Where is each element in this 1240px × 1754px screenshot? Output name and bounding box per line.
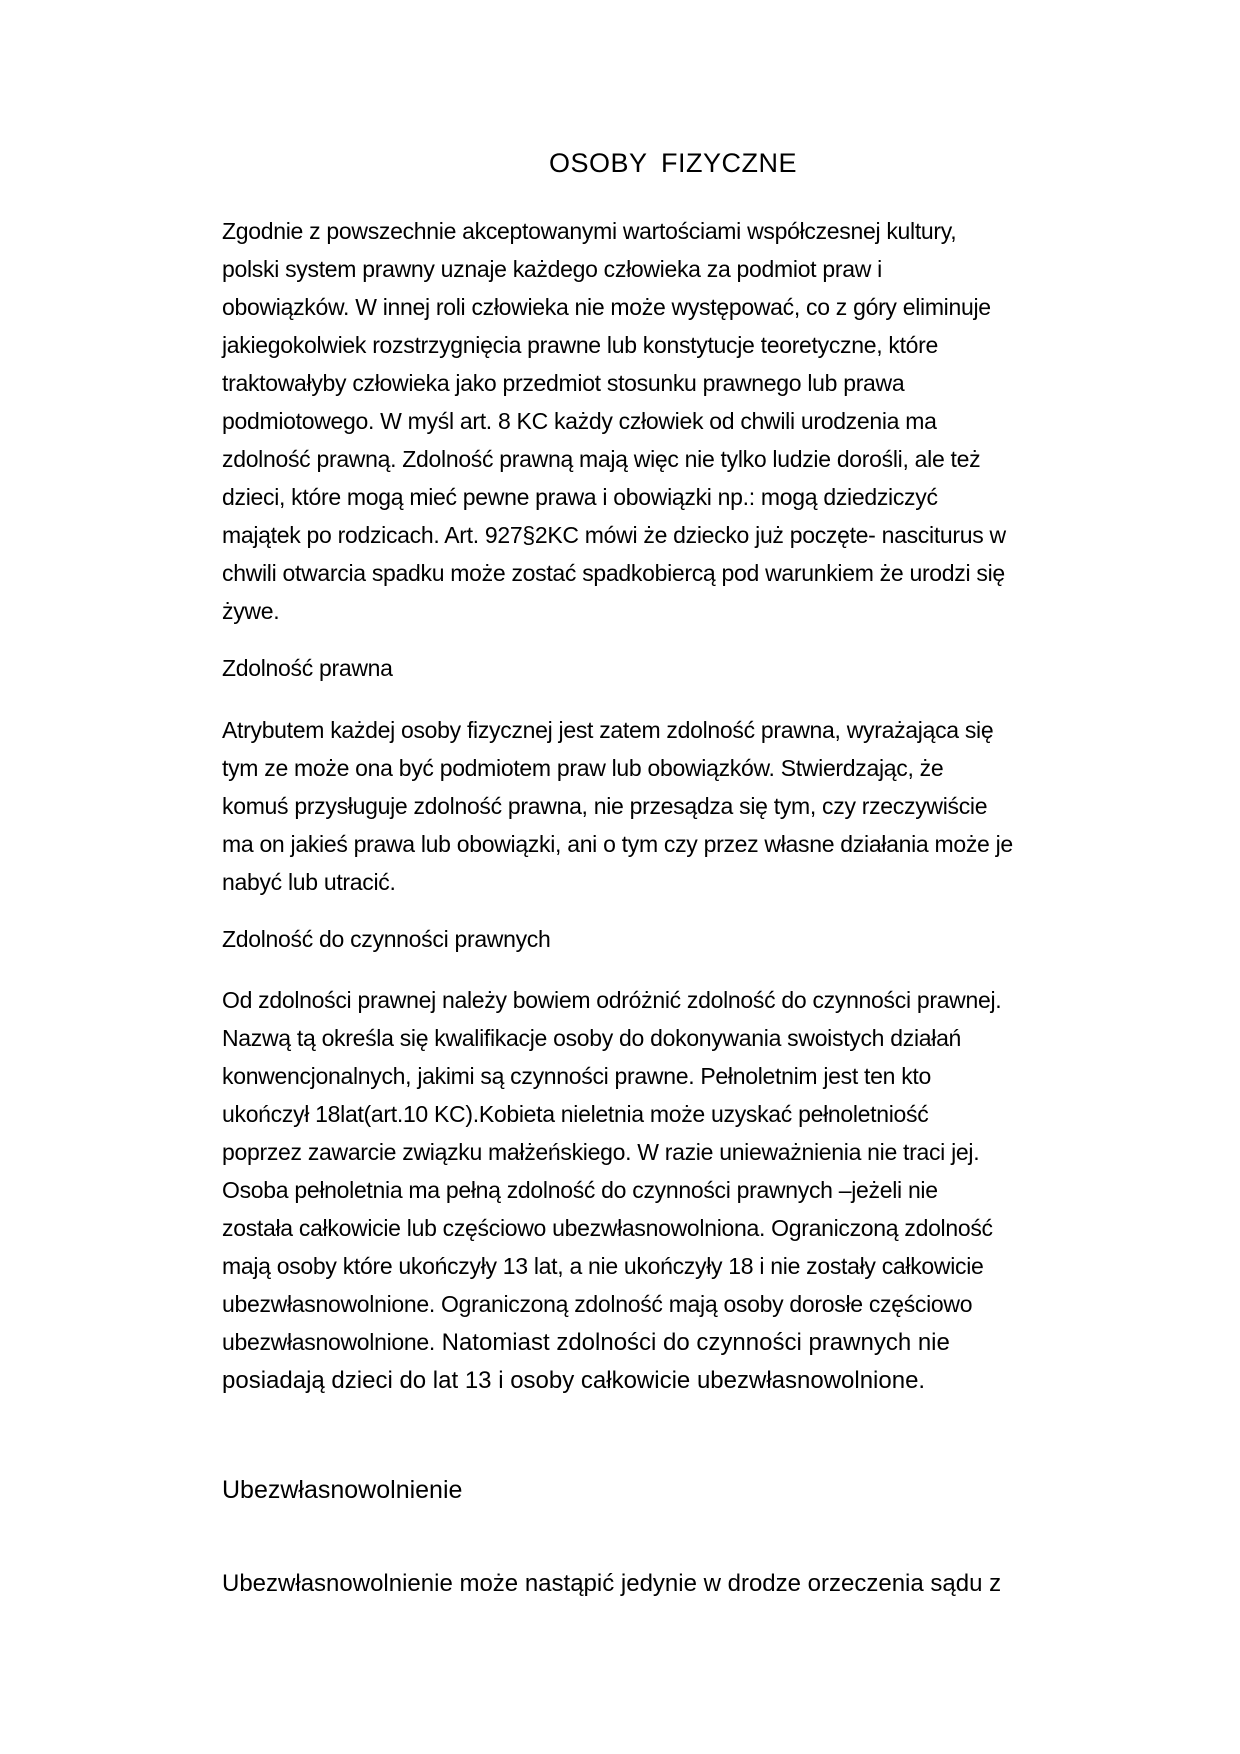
paragraph-line: Od zdolności prawnej należy bowiem odróżnić zdolność do czynności prawnej.: [222, 987, 1002, 1013]
paragraph-line: poprzez zawarcie związku małżeńskiego. W razie unieważnienia nie traci jej.: [222, 1139, 980, 1165]
paragraph-line: żywe.: [222, 598, 280, 624]
paragraph-line: Osoba pełnoletnia ma pełną zdolność do czynności prawnych –jeżeli nie: [222, 1177, 938, 1203]
paragraph-line: jakiegokolwiek rozstrzygnięcia prawne lub konstytucje teoretyczne, które: [222, 332, 939, 358]
paragraph-line: Nazwą tą określa się kwalifikacje osoby do dokonywania swoistych działań: [222, 1025, 962, 1051]
paragraph-line: nabyć lub utracić.: [222, 869, 396, 895]
section-heading-ubezwlasnowolnienie: Ubezwłasnowolnienie: [222, 1476, 463, 1504]
paragraph-line: chwili otwarcia spadku może zostać spadkobiercą pod warunkiem że urodzi się: [222, 560, 1005, 586]
intro-paragraph: [222, 212, 1102, 630]
paragraph-line: mają osoby które ukończyły 13 lat, a nie ukończyły 18 i nie zostały całkowicie: [222, 1253, 984, 1279]
paragraph-line: zdolność prawną. Zdolność prawną mają więc nie tylko ludzie dorośli, ale też: [222, 446, 981, 472]
paragraph-line: komuś przysługuje zdolność prawna, nie przesądza się tym, czy rzeczywiście: [222, 793, 988, 819]
document-title: OSOBY FIZYCZNE: [548, 148, 798, 178]
paragraph-line: Ubezwłasnowolnienie może nastąpić jedynie w drodze orzeczenia sądu z: [222, 1570, 1002, 1597]
paragraph-line: [222, 1323, 1102, 1362]
line-segment: ubezwłasnowolnione.: [222, 1329, 435, 1355]
section-heading-zdolnosc-prawna: Zdolność prawna: [222, 655, 393, 681]
paragraph-line: traktowałyby człowieka jako przedmiot stosunku prawnego lub prawa: [222, 370, 905, 396]
paragraph-line: dzieci, które mogą mieć pewne prawa i obowiązki np.: mogą dziedziczyć: [222, 484, 938, 510]
paragraph-line: Atrybutem każdej osoby fizycznej jest zatem zdolność prawna, wyrażająca się: [222, 717, 994, 743]
zdolnosc-prawna-paragraph: [222, 711, 1102, 901]
paragraph-line: ubezwłasnowolnione. Ograniczoną zdolność mają osoby dorosłe częściowo: [222, 1291, 973, 1317]
paragraph-line: tym ze może ona być podmiotem praw lub obowiązków. Stwierdzając, że: [222, 755, 944, 781]
paragraph-line: polski system prawny uznaje każdego człowieka za podmiot praw i: [222, 256, 882, 282]
paragraph-line: konwencjonalnych, jakimi są czynności prawne. Pełnoletnim jest ten kto: [222, 1063, 931, 1089]
paragraph-line: ma on jakieś prawa lub obowiązki, ani o tym czy przez własne działania może je: [222, 831, 1013, 857]
paragraph-line: ukończył 18lat(art.10 KC).Kobieta nieletnia może uzyskać pełnoletniość: [222, 1101, 929, 1127]
line-segment: Natomiast zdolności do czynności prawnych nie: [434, 1329, 950, 1356]
paragraph-line: posiadają dzieci do lat 13 i osoby całkowicie ubezwłasnowolnione.: [222, 1367, 926, 1394]
section-heading-zdolnosc-do-czynnosci: Zdolność do czynności prawnych: [222, 926, 551, 952]
paragraph-line: obowiązków. W innej roli człowieka nie może występować, co z góry eliminuje: [222, 294, 991, 320]
paragraph-line: podmiotowego. W myśl art. 8 KC każdy człowiek od chwili urodzenia ma: [222, 408, 937, 434]
zdolnosc-do-czynnosci-paragraph: [222, 981, 1102, 1400]
paragraph-line: Zgodnie z powszechnie akceptowanymi wartościami współczesnej kultury,: [222, 218, 957, 244]
paragraph-line: majątek po rodzicach. Art. 927§2KC mówi że dziecko już poczęte- nasciturus w: [222, 522, 1006, 548]
paragraph-line: została całkowicie lub częściowo ubezwłasnowolniona. Ograniczoną zdolność: [222, 1215, 993, 1241]
